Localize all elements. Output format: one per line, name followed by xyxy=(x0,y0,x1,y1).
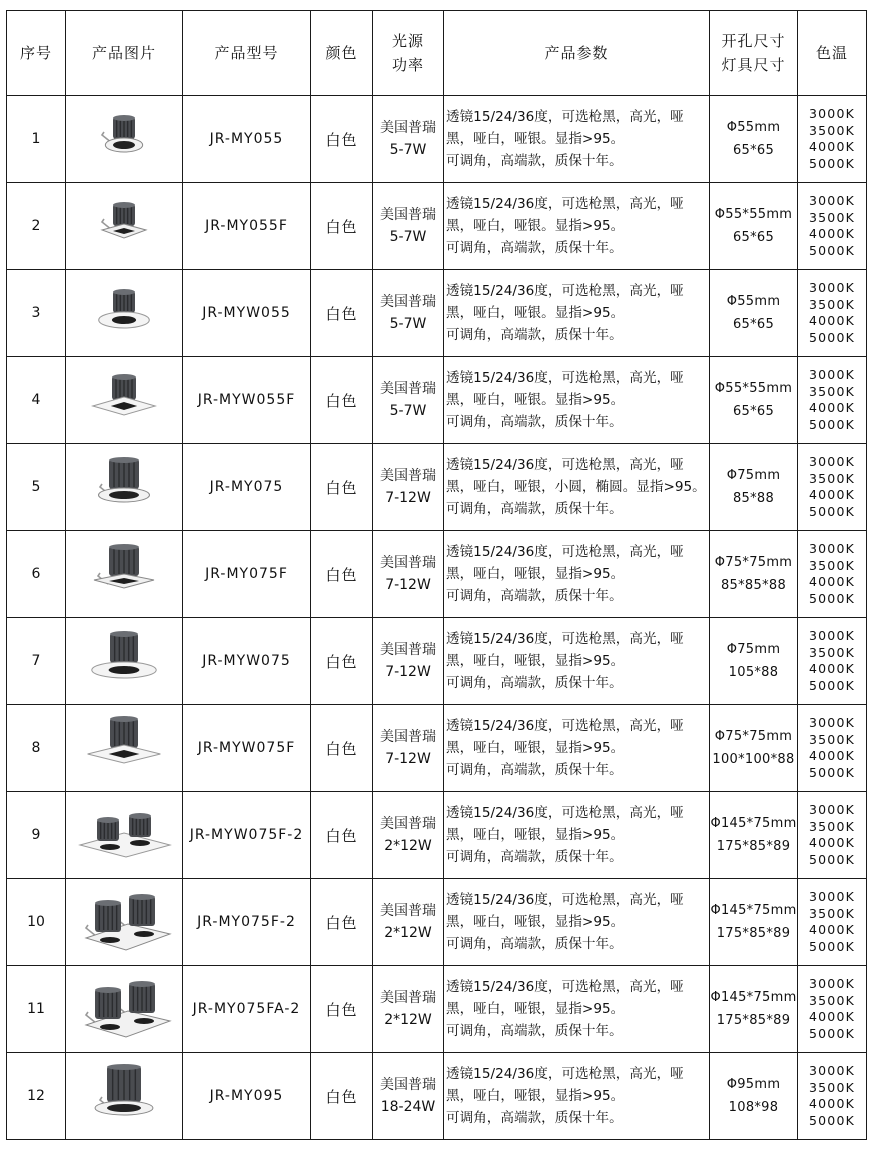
row-temp-4: 5000K xyxy=(808,677,855,693)
product-image xyxy=(66,364,182,436)
row-temp-2: 3500K xyxy=(808,296,855,312)
row-temp-1: 3000K xyxy=(808,628,855,643)
row-source-brand: 美国普瑞 xyxy=(380,1077,436,1093)
row-params xyxy=(444,705,710,792)
row-params xyxy=(444,183,710,270)
header-source-line2: 功率 xyxy=(391,56,424,74)
row-model: JR-MYW075 xyxy=(183,618,311,705)
row-temp-3: 4000K xyxy=(808,574,855,589)
row-index: 2 xyxy=(7,183,66,270)
single-square-small-icon xyxy=(66,190,182,262)
row-param-line1: 透镜15/24/36度，可选枪黑，高光，哑 xyxy=(446,718,684,734)
row-index: 3 xyxy=(7,270,66,357)
table-row xyxy=(7,879,867,966)
row-dims: 108*98 xyxy=(728,1100,779,1115)
row-temps xyxy=(798,96,867,183)
header-size-line2: 灯具尺寸 xyxy=(721,56,786,74)
row-param-line2: 黑，哑白，哑银。显指>95。 xyxy=(446,131,625,147)
table-body xyxy=(7,96,867,1140)
row-index: 7 xyxy=(7,618,66,705)
row-dims: 65*65 xyxy=(732,317,775,332)
single-square-trimless-large-icon xyxy=(66,712,182,784)
table-row xyxy=(7,531,867,618)
row-index: 6 xyxy=(7,531,66,618)
row-source-brand: 美国普瑞 xyxy=(380,381,436,397)
row-temps xyxy=(798,618,867,705)
row-power: 2*12W xyxy=(384,925,432,941)
row-power: 5-7W xyxy=(389,316,427,332)
row-size xyxy=(710,531,798,618)
row-temp-4: 5000K xyxy=(808,242,855,258)
row-index: 10 xyxy=(7,879,66,966)
double-square-angled-icon xyxy=(66,973,182,1045)
row-temp-3: 4000K xyxy=(808,835,855,850)
row-model: JR-MYW055 xyxy=(183,270,311,357)
row-color: 白色 xyxy=(311,96,373,183)
row-temp-4: 5000K xyxy=(808,155,855,171)
row-temp-2: 3500K xyxy=(808,1079,855,1095)
row-model: JR-MY075F-2 xyxy=(183,879,311,966)
row-temp-3: 4000K xyxy=(808,139,855,154)
row-param-line2: 黑，哑白，哑银，显指>95。 xyxy=(446,653,625,669)
product-image xyxy=(66,103,182,175)
row-power: 5-7W xyxy=(389,403,427,419)
row-color: 白色 xyxy=(311,792,373,879)
single-round-trimless-small-icon xyxy=(66,277,182,349)
row-dims: 105*88 xyxy=(728,665,779,680)
row-size xyxy=(710,1053,798,1140)
row-source-brand: 美国普瑞 xyxy=(380,207,436,223)
row-param-line3: 可调角，高端款，质保十年。 xyxy=(446,1110,623,1126)
row-model: JR-MY055 xyxy=(183,96,311,183)
row-param-line2: 黑，哑白，哑银，显指>95。 xyxy=(446,566,625,582)
row-cutout: Φ145*75mm xyxy=(710,816,797,831)
table-row xyxy=(7,705,867,792)
row-source xyxy=(373,531,444,618)
row-power: 18-24W xyxy=(380,1099,436,1115)
row-source xyxy=(373,705,444,792)
product-image xyxy=(66,190,182,262)
row-temp-1: 3000K xyxy=(808,715,855,730)
row-index: 4 xyxy=(7,357,66,444)
table-row xyxy=(7,357,867,444)
header-source xyxy=(373,11,444,96)
row-dims: 65*65 xyxy=(732,143,775,158)
product-image xyxy=(66,886,182,958)
header-color: 颜色 xyxy=(311,11,373,96)
row-dims: 175*85*89 xyxy=(716,926,791,941)
row-param-line1: 透镜15/24/36度，可选枪黑，高光，哑 xyxy=(446,544,684,560)
row-cutout: Φ75*75mm xyxy=(714,555,793,570)
single-square-trimless-small-icon xyxy=(66,364,182,436)
row-cutout: Φ55mm xyxy=(726,120,781,135)
row-param-line2: 黑，哑白，哑银。显指>95。 xyxy=(446,392,625,408)
row-size xyxy=(710,270,798,357)
header-model: 产品型号 xyxy=(183,11,311,96)
row-cutout: Φ95mm xyxy=(726,1077,781,1092)
row-index: 1 xyxy=(7,96,66,183)
row-dims: 65*65 xyxy=(732,230,775,245)
single-square-large-icon xyxy=(66,538,182,610)
row-color: 白色 xyxy=(311,1053,373,1140)
product-image xyxy=(66,799,182,871)
table-row xyxy=(7,1053,867,1140)
row-param-line2: 黑，哑白，哑银，显指>95。 xyxy=(446,914,625,930)
row-temp-3: 4000K xyxy=(808,1096,855,1111)
row-param-line1: 透镜15/24/36度，可选枪黑，高光，哑 xyxy=(446,805,684,821)
row-params xyxy=(444,879,710,966)
single-round-xl-icon xyxy=(66,1060,182,1132)
row-param-line3: 可调角，高端款，质保十年。 xyxy=(446,1023,623,1039)
table-row xyxy=(7,618,867,705)
product-image-cell xyxy=(66,96,183,183)
row-temp-2: 3500K xyxy=(808,644,855,660)
row-temp-3: 4000K xyxy=(808,661,855,676)
row-color: 白色 xyxy=(311,270,373,357)
product-image-cell xyxy=(66,444,183,531)
row-size xyxy=(710,966,798,1053)
product-image-cell xyxy=(66,1053,183,1140)
row-param-line1: 透镜15/24/36度，可选枪黑，高光，哑 xyxy=(446,457,684,473)
row-param-line2: 黑，哑白，哑银，显指>95。 xyxy=(446,1001,625,1017)
row-temp-1: 3000K xyxy=(808,367,855,382)
product-image xyxy=(66,451,182,523)
row-temp-3: 4000K xyxy=(808,487,855,502)
product-image xyxy=(66,712,182,784)
row-temp-2: 3500K xyxy=(808,209,855,225)
row-temps xyxy=(798,792,867,879)
row-source-brand: 美国普瑞 xyxy=(380,120,436,136)
row-model: JR-MYW075F-2 xyxy=(183,792,311,879)
row-color: 白色 xyxy=(311,183,373,270)
row-index: 12 xyxy=(7,1053,66,1140)
row-param-line3: 可调角，高端款，质保十年。 xyxy=(446,240,623,256)
row-param-line3: 可调角，高端款，质保十年。 xyxy=(446,414,623,430)
row-temp-4: 5000K xyxy=(808,1112,855,1128)
row-size xyxy=(710,618,798,705)
row-temp-1: 3000K xyxy=(808,106,855,121)
row-model: JR-MY075F xyxy=(183,531,311,618)
row-size xyxy=(710,705,798,792)
row-temp-1: 3000K xyxy=(808,976,855,991)
product-image-cell xyxy=(66,879,183,966)
product-image-cell xyxy=(66,183,183,270)
row-size xyxy=(710,444,798,531)
product-spec-sheet xyxy=(6,10,866,1138)
row-temp-1: 3000K xyxy=(808,889,855,904)
row-cutout: Φ75mm xyxy=(726,642,781,657)
row-index: 9 xyxy=(7,792,66,879)
row-temp-3: 4000K xyxy=(808,748,855,763)
row-temps xyxy=(798,357,867,444)
row-temp-2: 3500K xyxy=(808,731,855,747)
row-temp-3: 4000K xyxy=(808,922,855,937)
row-params xyxy=(444,270,710,357)
row-cutout: Φ75*75mm xyxy=(714,729,793,744)
row-param-line3: 可调角，高端款，质保十年。 xyxy=(446,327,623,343)
table-row xyxy=(7,792,867,879)
header-size-line1: 开孔尺寸 xyxy=(721,32,786,50)
row-source-brand: 美国普瑞 xyxy=(380,642,436,658)
row-model: JR-MY095 xyxy=(183,1053,311,1140)
row-source xyxy=(373,357,444,444)
row-index: 11 xyxy=(7,966,66,1053)
row-temps xyxy=(798,879,867,966)
product-image-cell xyxy=(66,531,183,618)
row-source xyxy=(373,96,444,183)
row-temp-2: 3500K xyxy=(808,383,855,399)
row-power: 7-12W xyxy=(385,490,431,506)
row-params xyxy=(444,1053,710,1140)
row-source-brand: 美国普瑞 xyxy=(380,990,436,1006)
row-index: 5 xyxy=(7,444,66,531)
row-param-line1: 透镜15/24/36度，可选枪黑，高光，哑 xyxy=(446,283,684,299)
row-power: 2*12W xyxy=(384,1012,432,1028)
row-temps xyxy=(798,1053,867,1140)
row-params xyxy=(444,444,710,531)
header-picture: 产品图片 xyxy=(66,11,183,96)
row-cutout: Φ55*55mm xyxy=(714,381,793,396)
row-params xyxy=(444,531,710,618)
row-temps xyxy=(798,705,867,792)
row-power: 7-12W xyxy=(385,751,431,767)
row-temp-3: 4000K xyxy=(808,226,855,241)
row-temp-3: 4000K xyxy=(808,400,855,415)
product-image-cell xyxy=(66,705,183,792)
row-temp-1: 3000K xyxy=(808,1063,855,1078)
row-param-line1: 透镜15/24/36度，可选枪黑，高光，哑 xyxy=(446,370,684,386)
row-cutout: Φ55mm xyxy=(726,294,781,309)
row-param-line2: 黑，哑白，哑银，显指>95。 xyxy=(446,827,625,843)
header-row xyxy=(7,11,867,96)
table-row xyxy=(7,444,867,531)
row-dims: 175*85*89 xyxy=(716,839,791,854)
row-model: JR-MYW075F xyxy=(183,705,311,792)
row-power: 5-7W xyxy=(389,229,427,245)
single-round-large-icon xyxy=(66,451,182,523)
row-temp-4: 5000K xyxy=(808,764,855,780)
row-dims: 85*85*88 xyxy=(720,578,787,593)
row-index: 8 xyxy=(7,705,66,792)
row-source xyxy=(373,966,444,1053)
row-temp-1: 3000K xyxy=(808,193,855,208)
row-temp-2: 3500K xyxy=(808,992,855,1008)
row-temp-2: 3500K xyxy=(808,905,855,921)
row-size xyxy=(710,792,798,879)
row-temp-1: 3000K xyxy=(808,280,855,295)
row-param-line1: 透镜15/24/36度，可选枪黑，高光，哑 xyxy=(446,109,684,125)
row-param-line3: 可调角，高端款，质保十年。 xyxy=(446,588,623,604)
row-params xyxy=(444,966,710,1053)
table-row xyxy=(7,270,867,357)
single-round-small-icon xyxy=(66,103,182,175)
row-param-line2: 黑，哑白，哑银，显指>95。 xyxy=(446,1088,625,1104)
row-temp-4: 5000K xyxy=(808,1025,855,1041)
product-image-cell xyxy=(66,966,183,1053)
row-temp-2: 3500K xyxy=(808,557,855,573)
row-param-line1: 透镜15/24/36度，可选枪黑，高光，哑 xyxy=(446,1066,684,1082)
row-size xyxy=(710,96,798,183)
row-temp-3: 4000K xyxy=(808,1009,855,1024)
row-temp-2: 3500K xyxy=(808,818,855,834)
row-temp-2: 3500K xyxy=(808,122,855,138)
row-size xyxy=(710,357,798,444)
row-source-brand: 美国普瑞 xyxy=(380,816,436,832)
row-temp-4: 5000K xyxy=(808,590,855,606)
row-temps xyxy=(798,444,867,531)
row-temp-4: 5000K xyxy=(808,938,855,954)
row-temp-4: 5000K xyxy=(808,416,855,432)
row-param-line3: 可调角，高端款，质保十年。 xyxy=(446,849,623,865)
row-param-line3: 可调角，高端款，质保十年。 xyxy=(446,762,623,778)
header-temp: 色温 xyxy=(798,11,867,96)
row-model: JR-MY075FA-2 xyxy=(183,966,311,1053)
row-param-line2: 黑，哑白，哑银，显指>95。 xyxy=(446,740,625,756)
row-temps xyxy=(798,270,867,357)
row-temp-1: 3000K xyxy=(808,454,855,469)
row-source xyxy=(373,270,444,357)
row-param-line1: 透镜15/24/36度，可选枪黑，高光，哑 xyxy=(446,979,684,995)
double-trimless-icon xyxy=(66,799,182,871)
row-source-brand: 美国普瑞 xyxy=(380,294,436,310)
row-param-line3: 可调角，高端款，质保十年。 xyxy=(446,501,623,517)
row-temp-4: 5000K xyxy=(808,851,855,867)
row-model: JR-MYW055F xyxy=(183,357,311,444)
row-params xyxy=(444,618,710,705)
row-cutout: Φ145*75mm xyxy=(710,990,797,1005)
product-image-cell xyxy=(66,357,183,444)
row-color: 白色 xyxy=(311,357,373,444)
product-image-cell xyxy=(66,618,183,705)
row-param-line2: 黑，哑白，哑银。显指>95。 xyxy=(446,218,625,234)
row-temp-2: 3500K xyxy=(808,470,855,486)
row-cutout: Φ55*55mm xyxy=(714,207,793,222)
row-temps xyxy=(798,183,867,270)
row-source-brand: 美国普瑞 xyxy=(380,903,436,919)
double-square-icon xyxy=(66,886,182,958)
row-temps xyxy=(798,531,867,618)
row-param-line3: 可调角，高端款，质保十年。 xyxy=(446,675,623,691)
row-color: 白色 xyxy=(311,879,373,966)
row-param-line3: 可调角，高端款，质保十年。 xyxy=(446,153,623,169)
header-size xyxy=(710,11,798,96)
row-source xyxy=(373,1053,444,1140)
product-image-cell xyxy=(66,270,183,357)
row-source-brand: 美国普瑞 xyxy=(380,555,436,571)
row-source xyxy=(373,183,444,270)
row-params xyxy=(444,96,710,183)
row-temp-4: 5000K xyxy=(808,329,855,345)
product-image xyxy=(66,973,182,1045)
row-power: 2*12W xyxy=(384,838,432,854)
row-dims: 100*100*88 xyxy=(712,752,795,767)
table-row xyxy=(7,183,867,270)
row-size xyxy=(710,183,798,270)
row-model: JR-MY075 xyxy=(183,444,311,531)
row-source xyxy=(373,879,444,966)
product-table xyxy=(6,10,867,1140)
row-color: 白色 xyxy=(311,705,373,792)
header-params: 产品参数 xyxy=(444,11,710,96)
row-dims: 85*88 xyxy=(732,491,775,506)
product-image xyxy=(66,277,182,349)
row-param-line1: 透镜15/24/36度，可选枪黑，高光，哑 xyxy=(446,631,684,647)
row-source xyxy=(373,792,444,879)
row-cutout: Φ145*75mm xyxy=(710,903,797,918)
row-power: 5-7W xyxy=(389,142,427,158)
row-power: 7-12W xyxy=(385,577,431,593)
row-temp-4: 5000K xyxy=(808,503,855,519)
product-image xyxy=(66,538,182,610)
row-temps xyxy=(798,966,867,1053)
row-power: 7-12W xyxy=(385,664,431,680)
row-temp-3: 4000K xyxy=(808,313,855,328)
product-image xyxy=(66,625,182,697)
row-size xyxy=(710,879,798,966)
row-color: 白色 xyxy=(311,531,373,618)
row-dims: 65*65 xyxy=(732,404,775,419)
row-dims: 175*85*89 xyxy=(716,1013,791,1028)
row-source xyxy=(373,444,444,531)
row-source-brand: 美国普瑞 xyxy=(380,729,436,745)
header-source-line1: 光源 xyxy=(391,32,424,50)
row-source xyxy=(373,618,444,705)
row-source-brand: 美国普瑞 xyxy=(380,468,436,484)
table-row xyxy=(7,96,867,183)
row-param-line2: 黑，哑白，哑银。显指>95。 xyxy=(446,305,625,321)
row-color: 白色 xyxy=(311,444,373,531)
product-image xyxy=(66,1060,182,1132)
row-color: 白色 xyxy=(311,618,373,705)
row-param-line3: 可调角，高端款，质保十年。 xyxy=(446,936,623,952)
row-params xyxy=(444,357,710,444)
header-index: 序号 xyxy=(7,11,66,96)
row-temp-1: 3000K xyxy=(808,541,855,556)
row-param-line1: 透镜15/24/36度，可选枪黑，高光，哑 xyxy=(446,196,684,212)
row-temp-1: 3000K xyxy=(808,802,855,817)
row-param-line2: 黑，哑白，哑银，小圆，椭圆。显指>95。 xyxy=(446,479,706,495)
row-color: 白色 xyxy=(311,966,373,1053)
row-cutout: Φ75mm xyxy=(726,468,781,483)
table-row xyxy=(7,966,867,1053)
row-model: JR-MY055F xyxy=(183,183,311,270)
product-image-cell xyxy=(66,792,183,879)
single-round-trimless-large-icon xyxy=(66,625,182,697)
row-params xyxy=(444,792,710,879)
row-param-line1: 透镜15/24/36度，可选枪黑，高光，哑 xyxy=(446,892,684,908)
